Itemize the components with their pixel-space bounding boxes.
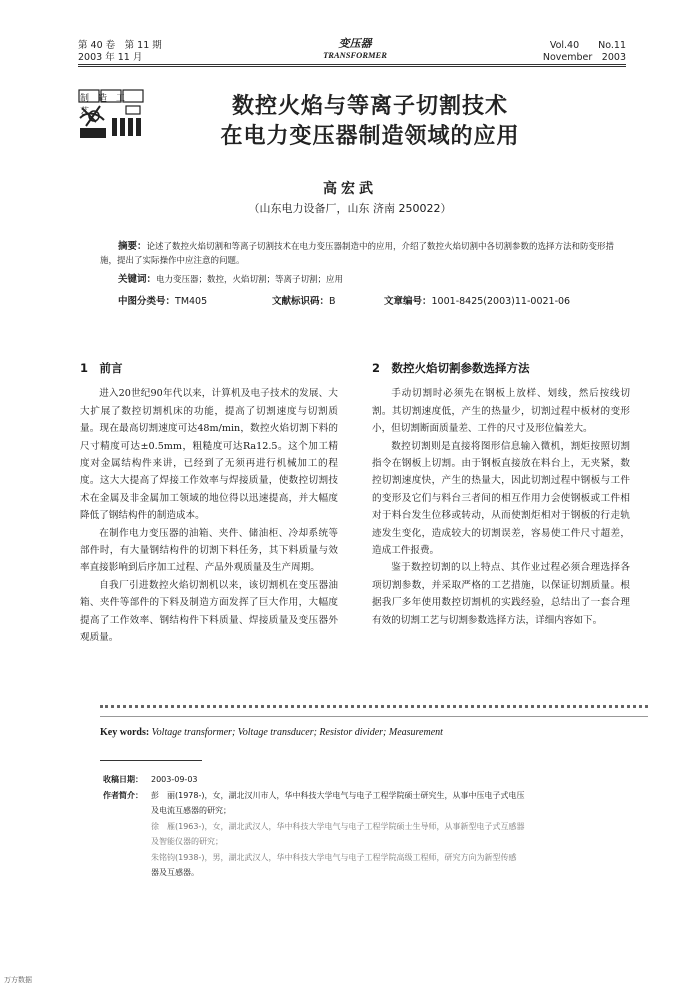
date-en: November 2003 — [542, 52, 626, 63]
keywords-cn — [118, 273, 648, 287]
document-code — [272, 293, 336, 307]
dotted-separator — [100, 705, 648, 717]
author-name: 高宏武 — [323, 181, 377, 197]
keywords-text: 电力变压器；数控，火焰切割；等离子切割；应用 — [156, 275, 344, 285]
bio-line: 及电流互感器的研究； — [151, 806, 231, 815]
article-title — [175, 92, 565, 152]
volume-issue-cn: 第 40 卷 第 11 期 — [78, 40, 162, 51]
paragraph: 进入20世纪90年代以来，计算机及电子技术的发展、大大扩展了数控切割机床的功能，提高了切割速度与切割质量。现在最高切割速度可达48m/min，数控火焰切割下料的尺寸精度可达±0.5mm，粗糙度可达Ra12.5。这个加工精度对金属结构件来讲，已经到了无须再进行机械加工的程度。这大大提高了焊接工作效率与焊接质量，使数控切割技术在金属及非金属加工领域的地位得以迅速提高，并大幅度降低了钢结构件的制造成本。 — [80, 388, 338, 522]
header-rule — [78, 64, 626, 65]
abstract-text: 论述了数控火焰切割和等离子切割技术在电力变压器制造中的应用，介绍了数控火焰切割中各切割参数的选择方法和防变形措施，提出了实际操作中应注意的问题。 — [100, 242, 615, 266]
author-affiliation: （山东电力设备厂，山东 济南 250022） — [248, 202, 452, 215]
footnote — [103, 772, 628, 881]
bio-line: 朱铭钧(1938-)，男，湖北武汉人，华中科技大学电气与电子工程学院高级工程师，研究方向为新型传感 — [151, 852, 517, 862]
english-keywords — [100, 727, 443, 738]
clc-number — [118, 293, 207, 307]
bio-line: 彭 丽(1978-)，女，湖北汉川市人，华中科技大学电气与电子工程学院硕士研究生，从事中压电子式电压 — [151, 790, 525, 800]
header-left — [78, 40, 162, 64]
doc-value: B — [329, 296, 336, 307]
column-logo-text: 制造工艺 — [80, 94, 135, 117]
article-value: 1001-8425(2003)11-0021-06 — [431, 296, 571, 307]
abstract — [100, 240, 630, 268]
article-number — [384, 293, 570, 307]
journal-name-en: TRANSFORMER — [323, 50, 387, 60]
paragraph: 在制作电力变压器的油箱、夹件、储油柜、冷却系统等部件时，有大量钢结构件的切割下料任务，其下料质量与效率直接影响到后序加工过程、产品外观质量及生产周期。 — [80, 527, 338, 574]
author-bio — [103, 788, 628, 881]
volume-issue-en: Vol.40 No.11 — [549, 40, 626, 51]
clc-label: 中图分类号： — [118, 296, 176, 307]
clc-value: TM405 — [175, 296, 208, 307]
section-1-heading: 1 前言 — [80, 361, 123, 375]
doc-label: 文献标识码： — [272, 296, 330, 307]
section-2-heading: 2 数控火焰切割参数选择方法 — [372, 361, 530, 375]
bio-line: 器及互感器。 — [151, 868, 199, 877]
watermark: 万方数据 — [4, 976, 32, 984]
column-right — [372, 360, 630, 629]
column-logo — [78, 88, 150, 140]
paragraph: 手动切割时必须先在钢板上放样、划线，然后按线切割。其切割速度低，产生的热量少，切割过程中板材的变形小，但切割断面质量差、工件的尺寸及形位偏差大。 — [372, 388, 630, 435]
keywords-label: 关键词： — [118, 274, 157, 285]
paragraph: 鉴于数控切割的以上特点、其作业过程必须合理选择各项切割参数，并采取严格的工艺措施，以保证切割质量。根据我厂多年使用数控切割机的实践经验，总结出了一套合理有效的切割工艺与切割参数选择方法，详细内容如下。 — [372, 562, 630, 626]
title-line-1: 数控火焰与等离子切割技术 — [231, 94, 508, 119]
bio-line: 及智能仪器的研究； — [151, 837, 223, 846]
footnote-rule — [100, 760, 202, 761]
header-right — [520, 40, 626, 64]
header-rule-2 — [78, 66, 626, 67]
bio-line: 徐 雁(1963-)，女，湖北武汉人，华中科技大学电气与电子工程学院硕士生导师，从事新型电子式互感器 — [151, 821, 525, 831]
paragraph: 自我厂引进数控火焰切割机以来，该切割机在变压器油箱、夹件等部件的下料及制造方面发挥了巨大作用，大幅度提高了工作效率、钢结构件下料质量、焊接质量及变压器外观质量。 — [80, 579, 338, 644]
paragraph: 数控切割则是直接将图形信息输入微机，割炬按照切割指令在钢板上切割。由于钢板直接放在料台上，无夹紧，数控切割速度快，产生的热量大，因此切割过程中钢板与工件的变形及它们与料台三者间的相互作用力会使钢板或工件相对于料台发生位移或转动，从而使割炬相对于钢板的行走轨迹发生变化，造成较大的切割误差，容易使工件尺寸超差，造成工件报费。 — [372, 440, 630, 557]
received-date — [103, 772, 628, 788]
received-value: 2003-09-03 — [151, 775, 198, 784]
title-line-2: 在电力变压器制造领域的应用 — [220, 124, 520, 149]
abstract-label: 摘要： — [118, 241, 147, 252]
received-label: 收稿日期： — [103, 775, 143, 784]
column-left — [80, 360, 338, 647]
bio-label: 作者简介： — [103, 790, 143, 800]
english-keywords-label: Key words: — [100, 727, 150, 738]
article-label: 文章编号： — [384, 296, 432, 307]
date-cn: 2003 年 11 月 — [78, 52, 143, 63]
english-keywords-text: Voltage transformer; Voltage transducer; Resistor divider; Measurement — [151, 727, 443, 738]
journal-name-cn: 变压器 — [338, 37, 372, 50]
journal-masthead — [300, 38, 410, 61]
